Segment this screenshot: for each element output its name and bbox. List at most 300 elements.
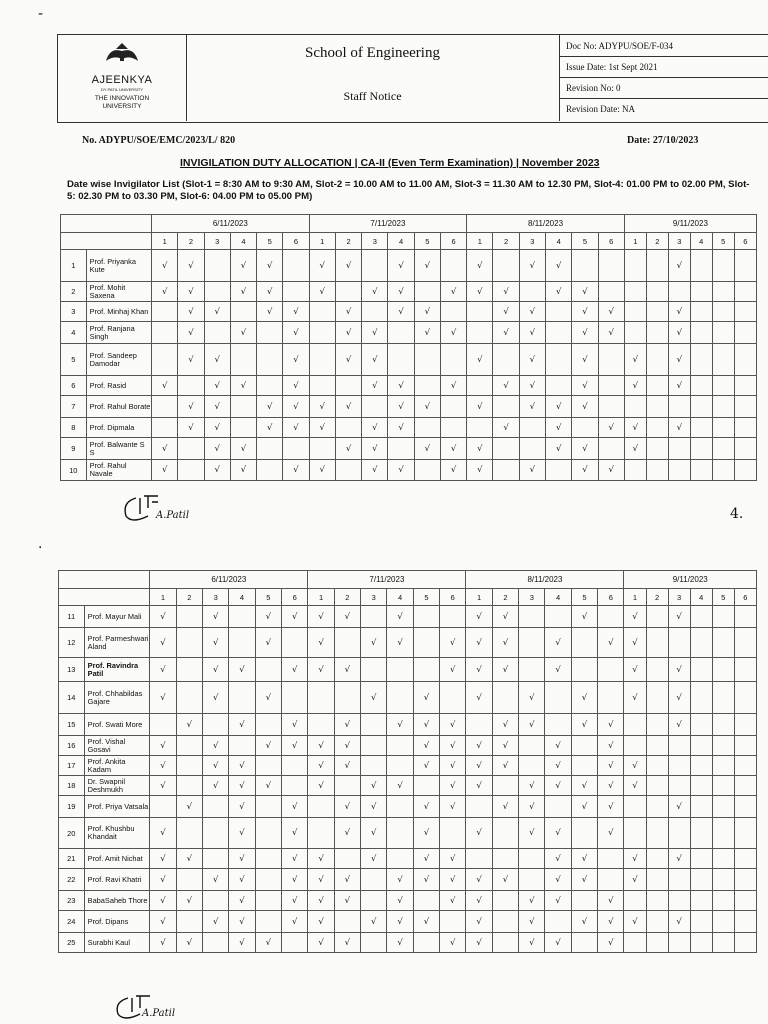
duty-tick: √: [176, 849, 202, 869]
date-header: 8/11/2023: [467, 215, 625, 233]
duty-tick: √: [519, 933, 545, 953]
duty-tick: √: [598, 302, 624, 322]
duty-tick: √: [361, 911, 387, 933]
duty-tick: √: [282, 891, 308, 911]
revision-date: Revision Date: NA: [566, 104, 635, 114]
invigilator-name: Prof. Amit Nichat: [84, 849, 150, 869]
duty-tick: √: [361, 776, 387, 796]
empty-slot: [387, 658, 413, 682]
empty-slot: [624, 396, 646, 418]
serial-number: 12: [59, 628, 85, 658]
empty-slot: [624, 282, 646, 302]
duty-tick: √: [413, 736, 439, 756]
duty-tick: √: [493, 418, 519, 438]
duty-tick: √: [440, 796, 466, 818]
empty-slot: [413, 933, 439, 953]
empty-slot: [712, 418, 734, 438]
slot-number: 5: [712, 589, 734, 606]
empty-slot: [282, 776, 308, 796]
duty-tick: √: [413, 796, 439, 818]
duty-tick: √: [598, 911, 624, 933]
empty-slot: [202, 796, 228, 818]
duty-tick: √: [204, 438, 230, 460]
empty-slot: [712, 736, 734, 756]
empty-slot: [712, 869, 734, 891]
duty-tick: √: [519, 818, 545, 849]
duty-tick: √: [387, 891, 413, 911]
duty-tick: √: [282, 736, 308, 756]
empty-slot: [309, 322, 335, 344]
duty-tick: √: [598, 933, 624, 953]
empty-slot: [152, 302, 178, 322]
empty-slot: [598, 606, 624, 628]
duty-tick: √: [361, 796, 387, 818]
duty-tick: √: [308, 736, 334, 756]
duty-tick: √: [334, 933, 360, 953]
duty-tick: √: [598, 714, 624, 736]
empty-slot: [598, 869, 624, 891]
empty-slot: [624, 460, 646, 481]
table-row: [61, 418, 757, 438]
empty-slot: [388, 344, 414, 376]
empty-slot: [545, 796, 571, 818]
duty-tick: √: [255, 682, 281, 714]
slot-number: 1: [152, 233, 178, 250]
empty-slot: [545, 911, 571, 933]
duty-tick: √: [388, 282, 414, 302]
duty-tick: √: [150, 736, 176, 756]
table-row: [61, 302, 757, 322]
empty-slot: [668, 438, 690, 460]
duty-tick: √: [414, 302, 440, 322]
empty-slot: [204, 322, 230, 344]
empty-slot: [646, 322, 668, 344]
duty-tick: √: [492, 756, 518, 776]
serial-number: 5: [61, 344, 87, 376]
empty-slot: [361, 736, 387, 756]
empty-slot: [571, 658, 597, 682]
empty-slot: [361, 606, 387, 628]
empty-slot: [624, 714, 646, 736]
date-header: 6/11/2023: [152, 215, 310, 233]
duty-tick: √: [229, 776, 255, 796]
duty-tick: √: [178, 396, 204, 418]
duty-tick: √: [519, 302, 545, 322]
serial-number: 1: [61, 250, 87, 282]
duty-tick: √: [178, 344, 204, 376]
duty-tick: √: [335, 250, 361, 282]
duty-tick: √: [257, 302, 283, 322]
empty-slot: [572, 250, 598, 282]
duty-tick: √: [334, 869, 360, 891]
empty-slot: [734, 376, 756, 396]
duty-tick: √: [413, 849, 439, 869]
empty-slot: [519, 606, 545, 628]
duty-tick: √: [362, 376, 388, 396]
slot-number: 5: [572, 233, 598, 250]
duty-tick: √: [150, 682, 176, 714]
empty-slot: [255, 869, 281, 891]
empty-slot: [467, 302, 493, 322]
duty-tick: √: [388, 302, 414, 322]
serial-number: 24: [59, 911, 85, 933]
slot-number: 4: [230, 233, 256, 250]
duty-tick: √: [335, 438, 361, 460]
slot-number: 4: [545, 589, 571, 606]
duty-tick: √: [335, 302, 361, 322]
document-control: [560, 35, 768, 121]
invigilator-name: Prof. Priyanka Kute: [86, 250, 151, 282]
duty-tick: √: [308, 606, 334, 628]
logo-name: AJEENKYA: [91, 74, 153, 86]
duty-tick: √: [466, 891, 492, 911]
empty-slot: [255, 796, 281, 818]
notice-type: Staff Notice: [343, 89, 402, 103]
slot-number: 3: [668, 233, 690, 250]
duty-tick: √: [176, 891, 202, 911]
empty-slot: [571, 736, 597, 756]
duty-tick: √: [283, 418, 309, 438]
empty-slot: [362, 302, 388, 322]
empty-slot: [387, 818, 413, 849]
empty-slot: [466, 714, 492, 736]
duty-tick: √: [519, 344, 545, 376]
header-box: [57, 34, 768, 123]
empty-slot: [229, 682, 255, 714]
slot-number: 1: [150, 589, 176, 606]
empty-slot: [668, 776, 690, 796]
duty-tick: √: [361, 682, 387, 714]
slot-number: 6: [440, 233, 466, 250]
duty-tick: √: [466, 869, 492, 891]
empty-slot: [690, 933, 712, 953]
invigilator-name: Prof. Rahul Borate: [86, 396, 151, 418]
duty-tick: √: [150, 933, 176, 953]
empty-slot: [571, 756, 597, 776]
empty-slot: [668, 396, 690, 418]
slot-number: 6: [440, 589, 466, 606]
duty-tick: √: [624, 344, 646, 376]
invigilator-name: Prof. Mayur Mali: [84, 606, 150, 628]
empty-slot: [493, 344, 519, 376]
duty-tick: √: [282, 869, 308, 891]
empty-slot: [690, 606, 712, 628]
serial-number: 18: [59, 776, 85, 796]
empty-slot: [690, 891, 712, 911]
empty-slot: [255, 849, 281, 869]
duty-tick: √: [571, 849, 597, 869]
duty-tick: √: [229, 818, 255, 849]
empty-slot: [440, 302, 466, 322]
duty-tick: √: [388, 396, 414, 418]
duty-tick: √: [440, 756, 466, 776]
empty-slot: [624, 302, 646, 322]
empty-slot: [176, 682, 202, 714]
duty-tick: √: [668, 658, 690, 682]
duty-tick: √: [519, 796, 545, 818]
duty-tick: √: [178, 302, 204, 322]
duty-tick: √: [440, 776, 466, 796]
empty-slot: [387, 736, 413, 756]
slot-number: 1: [624, 589, 646, 606]
duty-tick: √: [519, 322, 545, 344]
table-row: [61, 250, 757, 282]
serial-number: 2: [61, 282, 87, 302]
serial-number: 14: [59, 682, 85, 714]
invigilator-name: Prof. Vishal Gosavi: [84, 736, 150, 756]
empty-slot: [646, 376, 668, 396]
empty-slot: [229, 606, 255, 628]
duty-tick: √: [230, 282, 256, 302]
empty-slot: [335, 376, 361, 396]
slot-number: 6: [734, 233, 756, 250]
duty-tick: √: [467, 438, 493, 460]
slot-timings: Date wise Invigilator List (Slot-1 = 8:30 AM to 9:30 AM, Slot-2 = 10.00 AM to 11.00 AM, Slot-3 = 11.30 AM to 12.30 PM, Slot-4: 01.00 PM to 02.00 PM, Slot-5: 02.30 PM to 03.30 PM, Slot-6: 04.00 PM to 05.00 PM): [67, 179, 750, 202]
duty-tick: √: [466, 606, 492, 628]
empty-slot: [690, 396, 712, 418]
invigilator-name: Prof. Dipmala: [86, 418, 151, 438]
duty-tick: √: [466, 736, 492, 756]
duty-tick: √: [150, 606, 176, 628]
invigilator-name: Prof. Parmeshwari Aland: [84, 628, 150, 658]
duty-tick: √: [571, 682, 597, 714]
reference-number: No. ADYPU/SOE/EMC/2023/L/ 820: [82, 135, 236, 146]
duty-tick: √: [545, 891, 571, 911]
duty-tick: √: [362, 322, 388, 344]
blank-cell: [59, 589, 150, 606]
empty-slot: [309, 344, 335, 376]
slot-number: 6: [282, 589, 308, 606]
duty-tick: √: [230, 376, 256, 396]
duty-tick: √: [362, 282, 388, 302]
issue-date: Issue Date: 1st Sept 2021: [566, 62, 658, 72]
duty-tick: √: [308, 869, 334, 891]
empty-slot: [492, 891, 518, 911]
table-row: [61, 322, 757, 344]
blank-cell: [59, 571, 150, 589]
empty-slot: [646, 250, 668, 282]
empty-slot: [387, 796, 413, 818]
duty-tick: √: [466, 682, 492, 714]
empty-slot: [413, 606, 439, 628]
empty-slot: [519, 849, 545, 869]
empty-slot: [712, 628, 734, 658]
empty-slot: [624, 891, 646, 911]
empty-slot: [690, 344, 712, 376]
empty-slot: [150, 714, 176, 736]
duty-tick: √: [388, 376, 414, 396]
slot-number: 5: [255, 589, 281, 606]
empty-slot: [466, 849, 492, 869]
slot-number: 5: [414, 233, 440, 250]
duty-tick: √: [467, 250, 493, 282]
table-row: [61, 282, 757, 302]
duty-tick: √: [624, 628, 646, 658]
invigilator-name: Prof. Sandeep Damodar: [86, 344, 151, 376]
duty-tick: √: [440, 322, 466, 344]
empty-slot: [546, 376, 572, 396]
divider: [560, 56, 768, 57]
empty-slot: [690, 302, 712, 322]
duty-tick: √: [624, 682, 646, 714]
empty-slot: [624, 933, 646, 953]
duty-tick: √: [362, 344, 388, 376]
duty-tick: √: [466, 628, 492, 658]
signature-text: A.Patil: [156, 510, 190, 521]
slot-number: 2: [335, 233, 361, 250]
date-header: 9/11/2023: [624, 215, 756, 233]
duty-tick: √: [204, 396, 230, 418]
empty-slot: [546, 302, 572, 322]
duty-tick: √: [309, 282, 335, 302]
duty-tick: √: [308, 849, 334, 869]
duty-tick: √: [204, 460, 230, 481]
duty-tick: √: [519, 376, 545, 396]
duty-tick: √: [467, 282, 493, 302]
empty-slot: [598, 376, 624, 396]
slot-number: 1: [466, 589, 492, 606]
duty-tick: √: [309, 396, 335, 418]
slot-header-row: [61, 233, 757, 250]
duty-tick: √: [255, 736, 281, 756]
empty-slot: [519, 418, 545, 438]
empty-slot: [668, 736, 690, 756]
duty-tick: √: [283, 396, 309, 418]
stray-mark: ·: [38, 540, 43, 556]
duty-tick: √: [440, 891, 466, 911]
duty-tick: √: [334, 796, 360, 818]
empty-slot: [545, 714, 571, 736]
empty-slot: [690, 736, 712, 756]
duty-tick: √: [545, 628, 571, 658]
empty-slot: [734, 438, 756, 460]
empty-slot: [282, 628, 308, 658]
empty-slot: [387, 682, 413, 714]
empty-slot: [176, 756, 202, 776]
duty-tick: √: [624, 869, 646, 891]
duty-tick: √: [202, 869, 228, 891]
duty-tick: √: [492, 714, 518, 736]
slot-number: 1: [308, 589, 334, 606]
empty-slot: [255, 714, 281, 736]
duty-tick: √: [387, 911, 413, 933]
header-middle: [186, 35, 560, 121]
duty-tick: √: [571, 606, 597, 628]
empty-slot: [646, 396, 668, 418]
slot-number: 2: [493, 233, 519, 250]
date-header: 9/11/2023: [624, 571, 757, 589]
empty-slot: [413, 658, 439, 682]
duty-tick: √: [282, 911, 308, 933]
duty-tick: √: [283, 376, 309, 396]
invigilator-name: Prof. Rasid: [86, 376, 151, 396]
duty-tick: √: [668, 344, 690, 376]
invigilator-name: BabaSaheb Thore: [84, 891, 150, 911]
duty-tick: √: [493, 282, 519, 302]
empty-slot: [598, 658, 624, 682]
empty-slot: [734, 302, 756, 322]
empty-slot: [257, 344, 283, 376]
doc-no: Doc No: ADYPU/SOE/F-034: [566, 41, 674, 51]
crest-icon: [102, 41, 142, 67]
empty-slot: [646, 714, 668, 736]
empty-slot: [257, 438, 283, 460]
blank-cell: [61, 233, 152, 250]
empty-slot: [668, 869, 690, 891]
slot-number: 4: [229, 589, 255, 606]
duty-tick: √: [624, 418, 646, 438]
duty-tick: √: [572, 376, 598, 396]
duty-tick: √: [598, 322, 624, 344]
duty-tick: √: [467, 460, 493, 481]
slot-number: 2: [646, 233, 668, 250]
duty-tick: √: [308, 658, 334, 682]
duty-tick: √: [519, 460, 545, 481]
empty-slot: [646, 460, 668, 481]
duty-tick: √: [414, 438, 440, 460]
empty-slot: [492, 933, 518, 953]
empty-slot: [734, 418, 756, 438]
duty-tick: √: [229, 714, 255, 736]
duty-tick: √: [334, 756, 360, 776]
table-row: [61, 396, 757, 418]
empty-slot: [712, 891, 734, 911]
duty-tick: √: [598, 818, 624, 849]
empty-slot: [690, 460, 712, 481]
empty-slot: [690, 796, 712, 818]
table-row: [61, 460, 757, 481]
empty-slot: [255, 658, 281, 682]
duty-tick: √: [308, 911, 334, 933]
empty-slot: [712, 606, 734, 628]
empty-slot: [712, 933, 734, 953]
invigilator-name: Prof. Mohit Saxena: [86, 282, 151, 302]
duty-tick: √: [282, 606, 308, 628]
empty-slot: [202, 818, 228, 849]
duty-tick: √: [572, 322, 598, 344]
empty-slot: [598, 682, 624, 714]
duty-tick: √: [230, 322, 256, 344]
empty-slot: [466, 796, 492, 818]
empty-slot: [202, 714, 228, 736]
slot-number: 3: [668, 589, 690, 606]
empty-slot: [545, 682, 571, 714]
duty-tick: √: [309, 460, 335, 481]
empty-slot: [204, 250, 230, 282]
empty-slot: [519, 658, 545, 682]
empty-slot: [440, 682, 466, 714]
empty-slot: [176, 628, 202, 658]
duty-tick: √: [493, 322, 519, 344]
empty-slot: [646, 658, 668, 682]
invigilator-name: Prof. Dipans: [84, 911, 150, 933]
duty-tick: √: [414, 322, 440, 344]
empty-slot: [712, 282, 734, 302]
empty-slot: [598, 438, 624, 460]
duty-tick: √: [334, 818, 360, 849]
empty-slot: [734, 911, 756, 933]
duty-tick: √: [545, 776, 571, 796]
duty-tick: √: [519, 911, 545, 933]
empty-slot: [282, 682, 308, 714]
duty-tick: √: [413, 756, 439, 776]
empty-slot: [571, 818, 597, 849]
duty-tick: √: [202, 606, 228, 628]
notice-title: INVIGILATION DUTY ALLOCATION | CA-II (Even Term Examination) | November 2023: [180, 157, 600, 169]
slot-number: 6: [283, 233, 309, 250]
serial-number: 20: [59, 818, 85, 849]
empty-slot: [334, 849, 360, 869]
